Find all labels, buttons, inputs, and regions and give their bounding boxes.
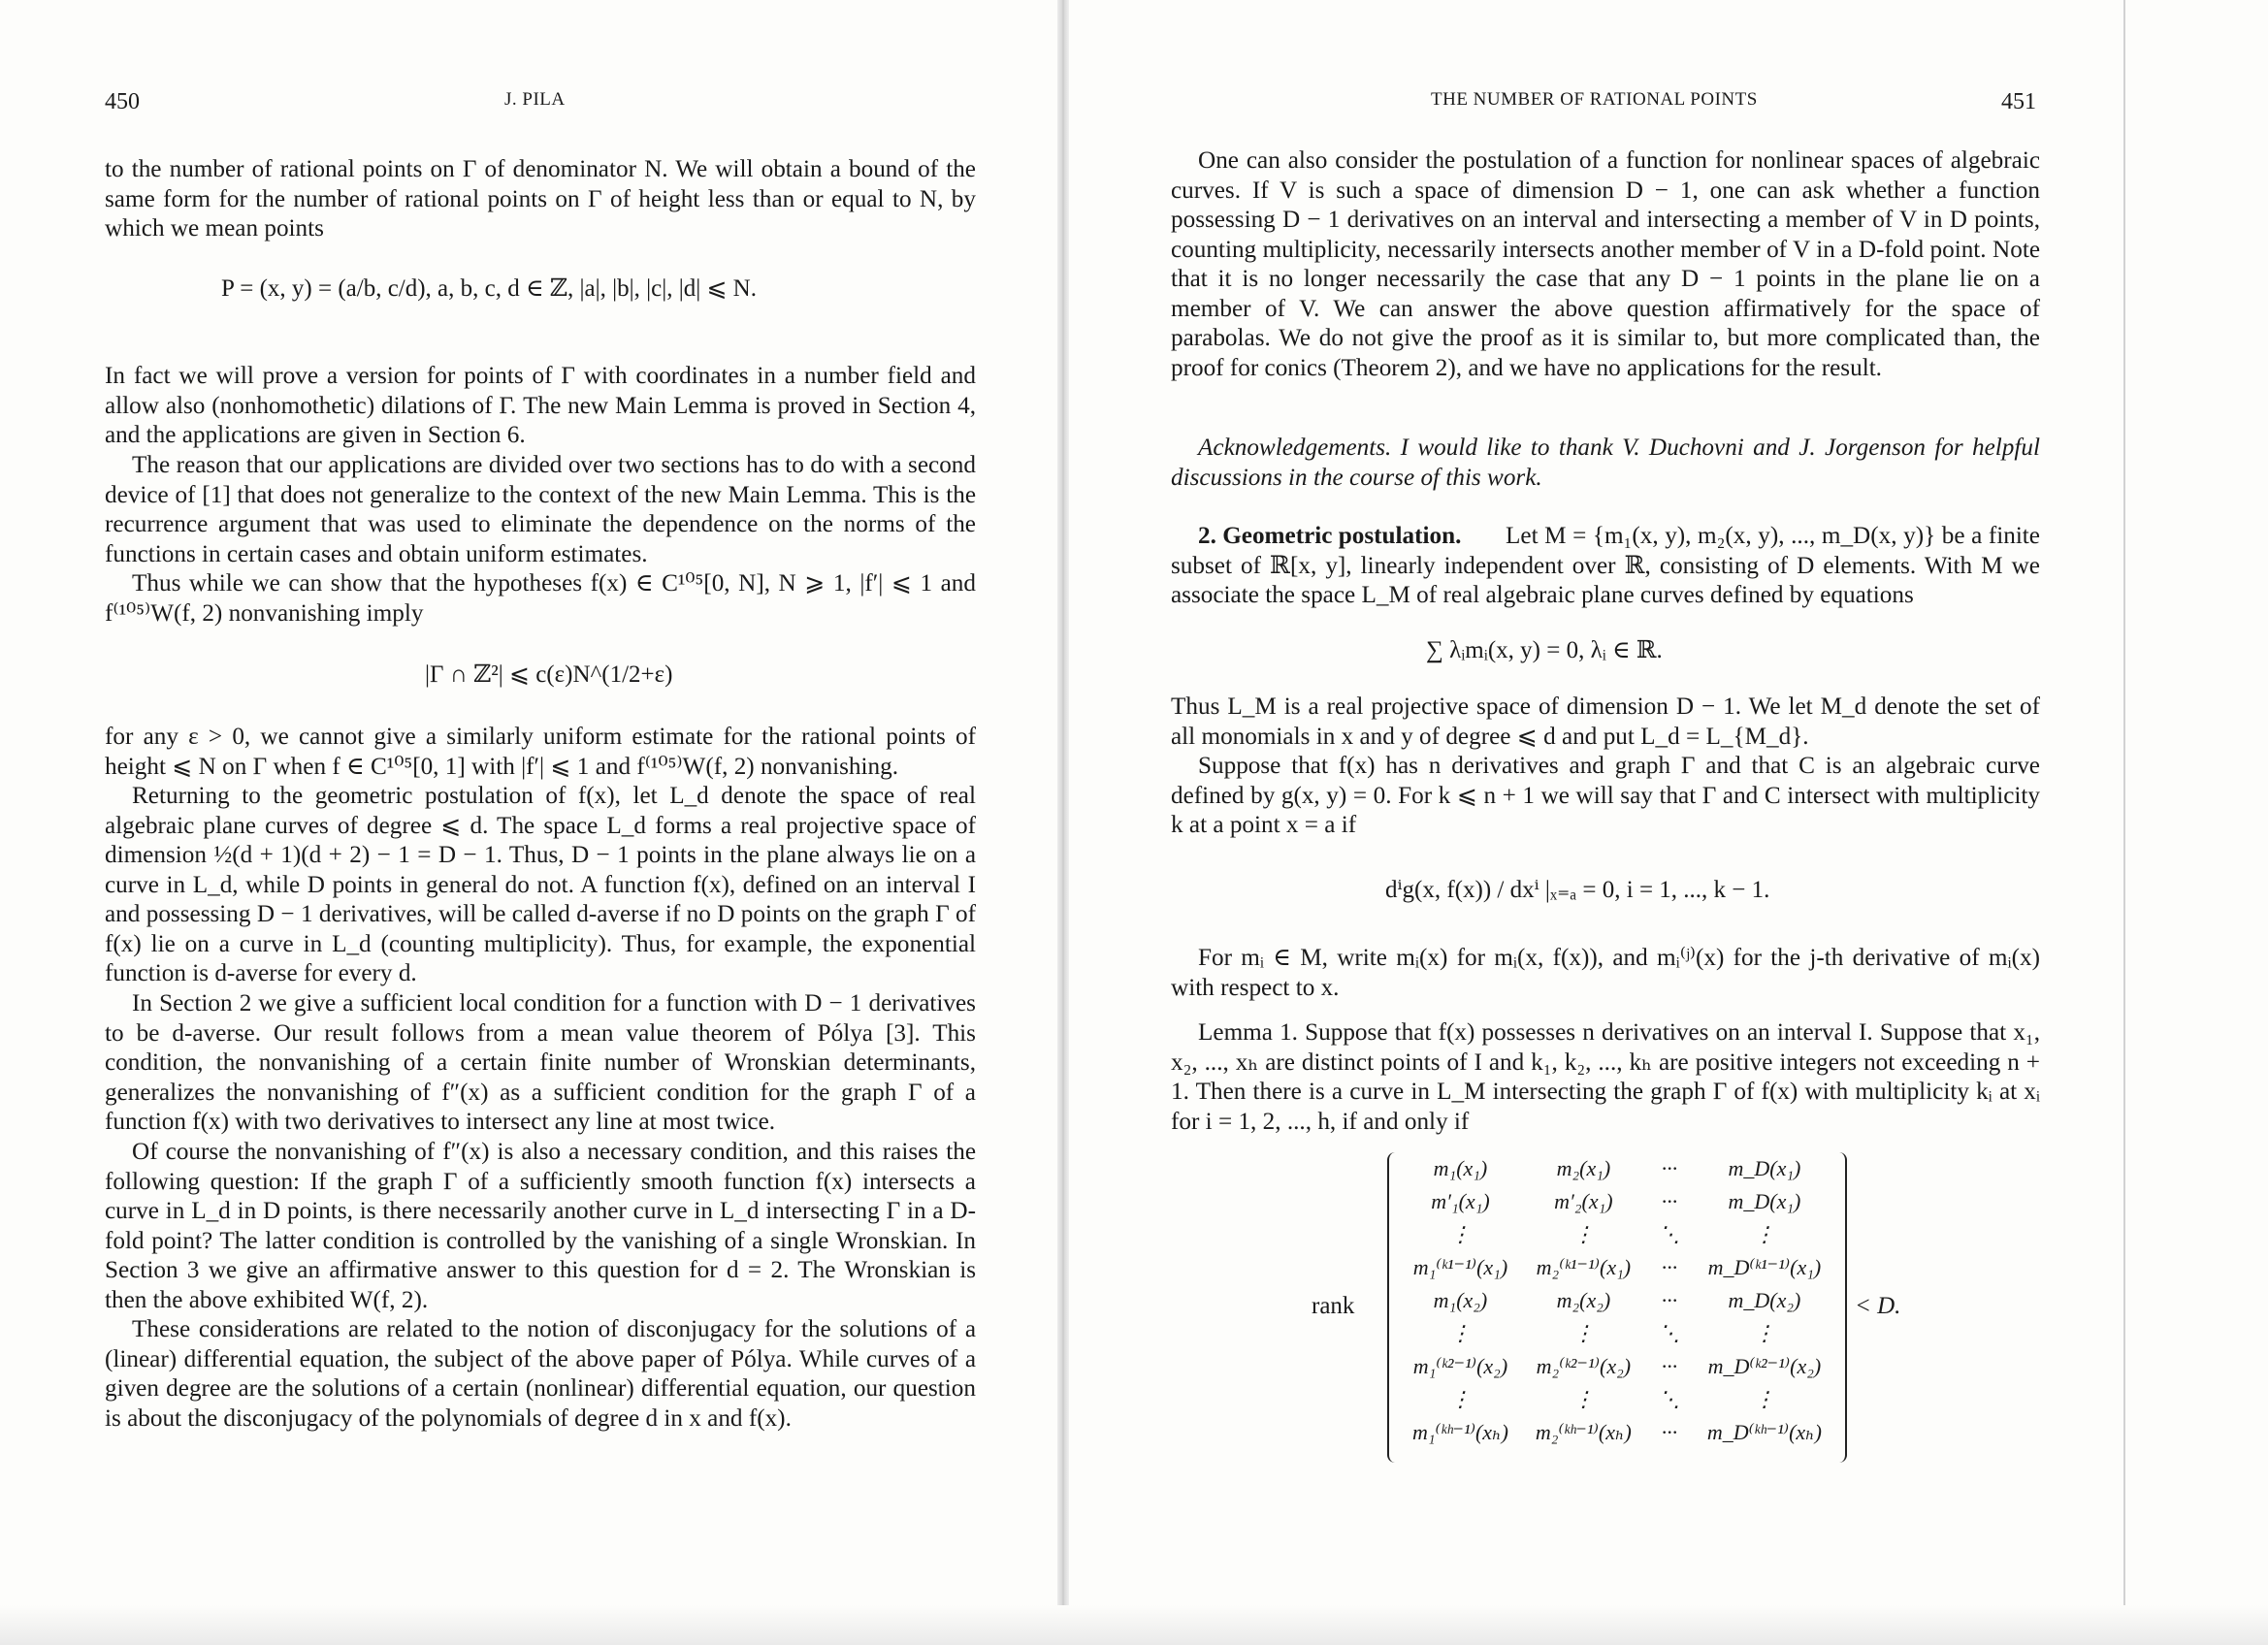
matrix-cell: ⋮ (1753, 1222, 1775, 1246)
wronskian-matrix (1387, 1152, 1847, 1463)
left-para-2: In fact we will prove a version for points of Γ with coordinates in a number field and allow also (nonhomothetic) dilations of Γ. The new Main Lemma is proved in Section 4, and the applications are given in Section 6. (105, 363, 976, 448)
matrix-row (1399, 1218, 1835, 1251)
section-2-text: Let M = {m₁(x, y), m₂(x, y), ..., m_D(x, y)} be a finite subset of ℝ[x, y], linearly independent over ℝ, consisting of D elements. With M we associate the space L_M of real algebraic plane curves defined by equations (1171, 523, 2040, 608)
matrix-cell: m₂⁽ᵏ¹⁻¹⁾(x₁) (1536, 1255, 1632, 1279)
matrix-cell: m_D⁽ᵏ¹⁻¹⁾(x₁) (1707, 1255, 1822, 1279)
matrix-cell: m′₁(x₁) (1431, 1189, 1490, 1213)
rank-inequality: < D. (1855, 1293, 1901, 1319)
equation-curve: ∑ λᵢmᵢ(x, y) = 0, λᵢ ∈ ℝ. (1426, 637, 1663, 663)
matrix-cell: ··· (1661, 1354, 1678, 1378)
matrix-row (1399, 1152, 1835, 1185)
matrix-cell: ··· (1661, 1156, 1678, 1180)
matrix-cell: ⋮ (1572, 1321, 1595, 1345)
left-para-7: In Section 2 we give a sufficient local condition for a function with D − 1 derivatives to be d-averse. Our result follows from a mean value theorem of Pólya [3]. This condition, the nonvanishing of a certain finite number of Wronskian determinants, generalizes the nonvanishing of f″(x) as a sufficient condition for the graph Γ of a function f(x) with two derivatives to intersect any line at most twice. (105, 990, 976, 1135)
left-para-8: Of course the nonvanishing of f″(x) is also a necessary condition, and this raises the following question: If the graph Γ of a sufficiently smooth function f(x) intersects a curve in L_d in D points, is there necessarily another curve in L_d intersecting Γ in a D-fold point? The latter condition is controlled by the vanishing of a single Wronskian. In Section 3 we give an affirmative answer to this question for d = 2. The Wronskian is then the above exhibited W(f, 2). (105, 1139, 976, 1313)
matrix-row (1399, 1416, 1835, 1449)
lemma-1: Lemma 1. Suppose that f(x) possesses n derivatives on an interval I. Suppose that x₁, x₂, ..., xₕ are distinct points of I and k₁, k₂, ..., kₕ are positive integers not exceeding n + 1. Then there is a curve in L_M intersecting the graph Γ of f(x) with multiplicity kᵢ at xᵢ for i = 1, 2, ..., h, if and only if (1171, 1019, 2040, 1135)
matrix-cell: m_D(x₁) (1728, 1156, 1801, 1180)
matrix-cell: ⋮ (1753, 1321, 1775, 1345)
left-para-9: These considerations are related to the notion of disconjugacy for the solutions of a (linear) differential equation, the subject of the above paper of Pólya. While curves of a given degree are the solutions of a certain (nonlinear) differential equation, our question is about the disconjugacy of the polynomials of degree d in x and f(x). (105, 1316, 976, 1432)
matrix-row (1399, 1350, 1835, 1383)
rank-label: rank (1312, 1293, 1355, 1319)
right-para-1: One can also consider the postulation of a function for nonlinear spaces of algebraic curves. If V is such a space of dimension D − 1, one can ask whether a function possessing D − 1 derivatives on an interval and intersecting a member of V in D points, counting multiplicity, necessarily intersects another member of V in a D-fold point. Note that it is no longer necessarily the case that any D − 1 points in the plane lie on a member of V. We can answer the above question affirmatively for the space of parabolas. We do not give the proof as it is similar to, but more complicated than, the proof for conics (Theorem 2), and we have no applications for the result. (1171, 147, 2040, 381)
matrix-cell: m₁⁽ᵏʰ⁻¹⁾(xₕ) (1412, 1420, 1508, 1444)
matrix-cell: m₂⁽ᵏʰ⁻¹⁾(xₕ) (1535, 1420, 1632, 1444)
left-para-3: The reason that our applications are divided over two sections has to do with a second device of [1] that does not generalize to the context of the new Main Lemma. This is the recurrence argument that was used to eliminate the dependence on the norms of the functions in certain cases and obtain uniform estimates. (105, 452, 976, 567)
equation-multiplicity: dⁱg(x, f(x)) / dxⁱ |ₓ₌ₐ = 0, i = 1, ..., k − 1. (1385, 877, 1770, 903)
acknowledgements: Acknowledgements. I would like to thank V. Duchovni and J. Jorgenson for helpful discussions in the course of this work. (1171, 435, 2040, 491)
left-running-head: J. PILA (504, 89, 566, 110)
matrix-table (1399, 1152, 1835, 1449)
matrix-cell: m_D(x₁) (1728, 1189, 1801, 1213)
equation-bound: |Γ ∩ ℤ²| ⩽ c(ε)N^(1/2+ε) (425, 661, 673, 688)
matrix-cell: ⋱ (1658, 1222, 1680, 1246)
matrix-cell: ⋱ (1658, 1321, 1680, 1345)
matrix-row (1399, 1185, 1835, 1218)
matrix-cell: m₂⁽ᵏ²⁻¹⁾(x₂) (1536, 1354, 1632, 1378)
matrix-cell: ⋮ (1449, 1387, 1472, 1411)
matrix-cell: ⋮ (1572, 1222, 1595, 1246)
left-para-6: Returning to the geometric postulation of f(x), let L_d denote the space of real algebraic plane curves of degree ⩽ d. The space L_d forms a real projective space of dimension ½(d + 1)(d + 2) − 1 = D − 1. Thus, D − 1 points in the plane always lie on a curve in L_d, while D points in general do not. A function f(x), defined on an interval I and possessing D − 1 derivatives, will be called d-averse if no D points on the graph Γ of f(x) lie on a curve in L_d (counting multiplicity). Thus, for example, the exponential function is d-averse for every d. (105, 783, 976, 986)
matrix-cell: m₁(x₂) (1433, 1288, 1488, 1312)
matrix-row (1399, 1317, 1835, 1350)
right-para-3: Thus L_M is a real projective space of dimension D − 1. We let M_d denote the set of all monomials in x and y of degree ⩽ d and put L_d = L_{M_d}. (1171, 693, 2040, 750)
matrix-cell: m₂(x₂) (1556, 1288, 1611, 1312)
right-running-head: THE NUMBER OF RATIONAL POINTS (1431, 89, 1758, 110)
matrix-cell: m′₂(x₁) (1554, 1189, 1613, 1213)
matrix-cell: m_D⁽ᵏ²⁻¹⁾(x₂) (1707, 1354, 1822, 1378)
left-page-number: 450 (105, 89, 140, 114)
page-edge (2123, 0, 2125, 1645)
section-2-title: 2. Geometric postulation. (1198, 523, 1462, 549)
right-para-5: For mᵢ ∈ M, write mᵢ(x) for mᵢ(x, f(x)), and mᵢ⁽ʲ⁾(x) for the j-th derivative of mᵢ(x) with respect to x. (1171, 945, 2040, 1001)
matrix-row (1399, 1251, 1835, 1284)
matrix-cell: ··· (1661, 1288, 1678, 1312)
book-gutter (1057, 0, 1069, 1645)
left-para-5: for any ε > 0, we cannot give a similarly uniform estimate for the rational points of height ⩽ N on Γ when f ∈ C¹⁰⁵[0, 1] with |f′| ⩽ 1 and f⁽¹⁰⁵⁾W(f, 2) nonvanishing. (105, 724, 976, 780)
matrix-cell: ··· (1661, 1420, 1678, 1444)
matrix-cell: ⋱ (1658, 1387, 1680, 1411)
matrix-cell: ⋮ (1753, 1387, 1775, 1411)
matrix-cell: ⋮ (1572, 1387, 1595, 1411)
matrix-cell: m₁⁽ᵏ²⁻¹⁾(x₂) (1412, 1354, 1508, 1378)
equation-points: P = (x, y) = (a/b, c/d), a, b, c, d ∈ ℤ, |a|, |b|, |c|, |d| ⩽ N. (221, 275, 757, 302)
matrix-cell: m_D⁽ᵏʰ⁻¹⁾(xₕ) (1706, 1420, 1822, 1444)
left-para-4: Thus while we can show that the hypotheses f(x) ∈ C¹⁰⁵[0, N], N ⩾ 1, |f′| ⩽ 1 and f⁽¹⁰⁵⁾W(f, 2) nonvanishing imply (105, 570, 976, 627)
matrix-row (1399, 1284, 1835, 1317)
matrix-cell: ⋮ (1449, 1222, 1472, 1246)
matrix-cell: ··· (1661, 1255, 1678, 1279)
matrix-cell: m_D(x₂) (1728, 1288, 1801, 1312)
left-para-1: to the number of rational points on Γ of denominator N. We will obtain a bound of the same form for the number of rational points on Γ of height less than or equal to N, by which we mean points (105, 156, 976, 242)
right-para-4: Suppose that f(x) has n derivatives and graph Γ and that C is an algebraic curve defined by g(x, y) = 0. For k ⩽ n + 1 we will say that Γ and C intersect with multiplicity k at a point x = a if (1171, 753, 2040, 838)
matrix-cell: m₁(x₁) (1433, 1156, 1488, 1180)
matrix-cell: ⋮ (1449, 1321, 1472, 1345)
right-page-number: 451 (2001, 89, 2036, 114)
matrix-cell: ··· (1661, 1189, 1678, 1213)
matrix-cell: m₁⁽ᵏ¹⁻¹⁾(x₁) (1412, 1255, 1508, 1279)
scan-bottom-shadow (0, 1605, 2268, 1645)
matrix-row (1399, 1383, 1835, 1416)
matrix-cell: m₂(x₁) (1556, 1156, 1611, 1180)
